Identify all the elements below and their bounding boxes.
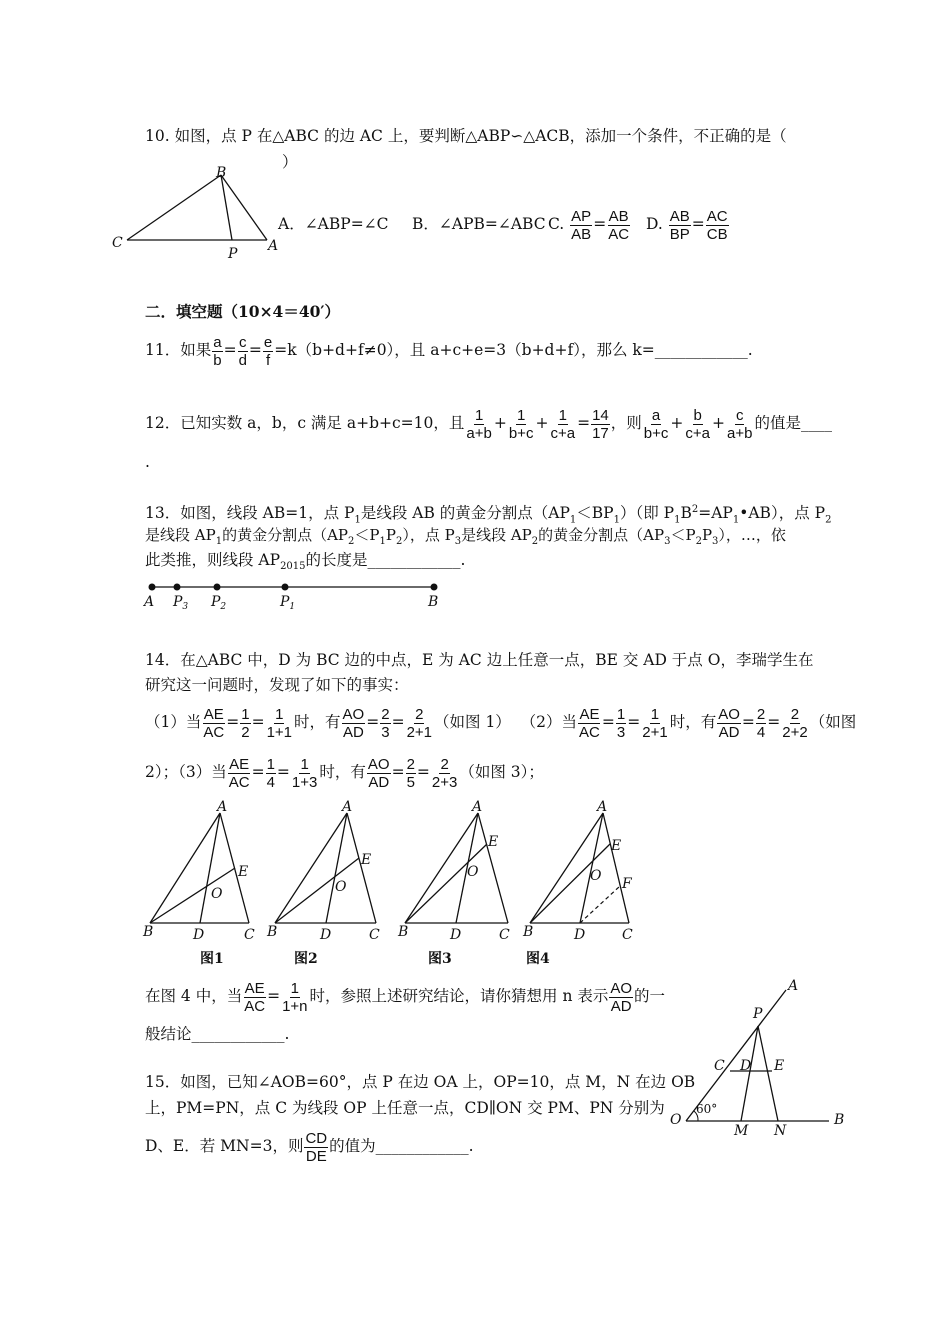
svg-text:B: B: [267, 924, 278, 940]
svg-text:A: A: [597, 799, 608, 815]
q15-line1: 15．如图，已知∠AOB=60°，点 P 在边 OA 上，OP=10，点 M，N 在边 OB: [145, 1073, 696, 1091]
q14-case4: 在图 4 中，当 $\frac{AE}{AC}$ = $\frac{1}{1+n}$ 时，参照上述研究结论，请你猜想用 n 表示 $\frac{AO}{AD}$ 的一: [145, 979, 666, 1015]
section-title: 二．填空题（10×4＝40′）: [145, 302, 340, 321]
q15-line3: D、E．若 MN=3，则 $\frac{CD}{DE}$ 的值为____________.: [145, 1129, 474, 1165]
q10-label-A: A: [268, 238, 279, 254]
q10-paren-close: ）: [282, 153, 298, 171]
svg-text:B: B: [143, 924, 154, 940]
frac: $\frac{AB}{BP}$: [669, 207, 690, 243]
svg-text:A: A: [472, 799, 483, 815]
q15-line2: 上，PM=PN，点 C 为线段 OP 上任意一点，CD∥ON 交 PM、PN 分别为: [145, 1099, 665, 1117]
svg-text:B: B: [523, 924, 534, 940]
q13-figure: [140, 578, 450, 613]
q14-line1: 14．在△ABC 中，D 为 BC 边的中点，E 为 AC 边上任意一点，BE 交 AD 于点 O，李瑞学生在: [145, 651, 814, 669]
svg-text:D: D: [193, 927, 205, 943]
q10-option-d: D. $\frac{AB}{BP}$ = $\frac{AC}{CB}$: [646, 207, 728, 243]
svg-text:B: B: [398, 924, 409, 940]
q13-label-B: B: [428, 594, 439, 610]
svg-text:N: N: [774, 1123, 787, 1138]
q14-figure-3: [397, 799, 510, 967]
q10-option-c: C. $\frac{AP}{AB}$ = $\frac{AB}{AC}$: [548, 207, 630, 243]
svg-text:A: A: [217, 799, 228, 815]
svg-text:C: C: [499, 927, 510, 943]
svg-text:D: D: [320, 927, 332, 943]
frac: $\frac{AC}{CB}$: [706, 207, 728, 243]
svg-text:60°: 60°: [696, 1102, 718, 1116]
svg-text:E: E: [238, 864, 249, 880]
svg-text:C: C: [622, 927, 633, 943]
svg-text:E: E: [361, 852, 372, 868]
svg-text:P: P: [753, 1006, 763, 1022]
q14-case3: 2）；（3）当 $\frac{AE}{AC}$ = $\frac{1}{4}$ = $\frac{1}{1+3}$ 时，有 $\frac{AO}{AD}$ = $\frac{2}{5}$ = $\frac{2}{2+3}$ （如图 3）；: [145, 755, 544, 791]
q14-figures: [138, 798, 658, 973]
q11: 11．如果 $\frac{a}{b}$ = $\frac{c}{d}$ = $\frac{e}{f}$ =k（b+d+f≠0），且 a+c+e=3（b+d+f），那么 k=____________.: [145, 333, 753, 369]
q14-line2: 研究这一问题时，发现了如下的事实：: [145, 676, 409, 694]
q10-option-b: B．∠APB=∠ABC: [412, 215, 546, 233]
frac: $\frac{AP}{AB}$: [571, 207, 592, 243]
q10-label-P: P: [228, 246, 238, 262]
q15-figure: [664, 978, 854, 1138]
svg-text:B: B: [834, 1112, 845, 1128]
q13-line3: 此类推，则线段 $AP_{2015}$的长度是____________.: [145, 551, 466, 573]
q14-figure-2: [266, 799, 380, 967]
q12: 12．已知实数 a，b，c 满足 a+b+c=10，且 $\frac{1}{a+b}$ + $\frac{1}{b+c}$ + $\frac{1}{c+a}$ = $\frac{14}{17}$ ，则 $\frac{a}{b+c}$ + $\frac{b}{c+a}$ + $\frac{c}{a+b}$ 的值是____: [145, 406, 832, 442]
frac: $\frac{AB}{AC}$: [608, 207, 630, 243]
svg-text:F: F: [622, 876, 632, 892]
q13-label-P2: $P_2$: [211, 594, 227, 612]
svg-text:E: E: [611, 838, 622, 854]
svg-text:图3: 图3: [428, 951, 452, 967]
svg-text:C: C: [714, 1058, 725, 1074]
q14-figure-1: [142, 799, 255, 967]
q10-option-a: A．∠ABP=∠C: [278, 215, 389, 233]
q13-line2: 是线段 $AP_1$的黄金分割点$(AP_2<P_1P_2)$，点 $P_3$是线段 $AP_2$的黄金分割点$(AP_3<P_2P_3)$，…，依: [145, 526, 786, 547]
q14-figure-4: [522, 799, 633, 967]
svg-text:D: D: [574, 927, 586, 943]
svg-text:O: O: [467, 864, 479, 880]
svg-text:D: D: [740, 1058, 752, 1074]
q10-figure: [105, 160, 285, 265]
svg-text:C: C: [244, 927, 255, 943]
q13-label-P3: $P_3$: [173, 594, 189, 612]
q14-case1-2: （1）当 $\frac{AE}{AC}$ = $\frac{1}{2}$ = $\frac{1}{1+1}$ 时，有 $\frac{AO}{AD}$ = $\frac{2}{3}$ = $\frac{2}{2+1}$ （如图 1） （2）当 $\frac{AE}{AC}$ = $\frac{1}{3}$ = $\frac{1}{2+1}$ 时，有 $\frac{AO}{AD}$ = $\frac{2}{4}$ = $\frac{2}{2+2}$ （如图: [145, 705, 857, 741]
svg-text:D: D: [450, 927, 462, 943]
q10-stem: 10. 如图，点 P 在△ABC 的边 AC 上，要判断△ABP∽△ACB，添加一个条件，不正确的是（: [145, 127, 787, 145]
svg-text:C: C: [369, 927, 380, 943]
q12-dot: .: [145, 453, 150, 471]
q13-label-A: A: [144, 594, 155, 610]
svg-text:E: E: [774, 1058, 785, 1074]
q10-label-B: B: [216, 165, 227, 181]
q13-line1: 13．如图，线段 AB=1，点 $P_1$是线段 AB 的黄金分割点$(AP_1<BP_1)$（即 $P_1B^2=AP_1•AB$），点 $P_2$: [145, 504, 832, 526]
svg-text:O: O: [335, 879, 347, 895]
svg-text:A: A: [342, 799, 353, 815]
svg-text:E: E: [488, 834, 499, 850]
svg-text:A: A: [788, 978, 799, 994]
q14-case4-answer: 般结论____________.: [145, 1025, 290, 1043]
svg-text:M: M: [734, 1123, 749, 1138]
q10-label-C: C: [112, 235, 123, 251]
svg-text:O: O: [670, 1112, 682, 1128]
svg-text:O: O: [590, 868, 602, 884]
svg-text:图2: 图2: [294, 951, 318, 967]
svg-text:图4: 图4: [526, 951, 550, 967]
q13-label-P1: $P_1$: [280, 594, 296, 612]
svg-text:O: O: [211, 886, 223, 902]
svg-text:图1: 图1: [200, 951, 224, 967]
